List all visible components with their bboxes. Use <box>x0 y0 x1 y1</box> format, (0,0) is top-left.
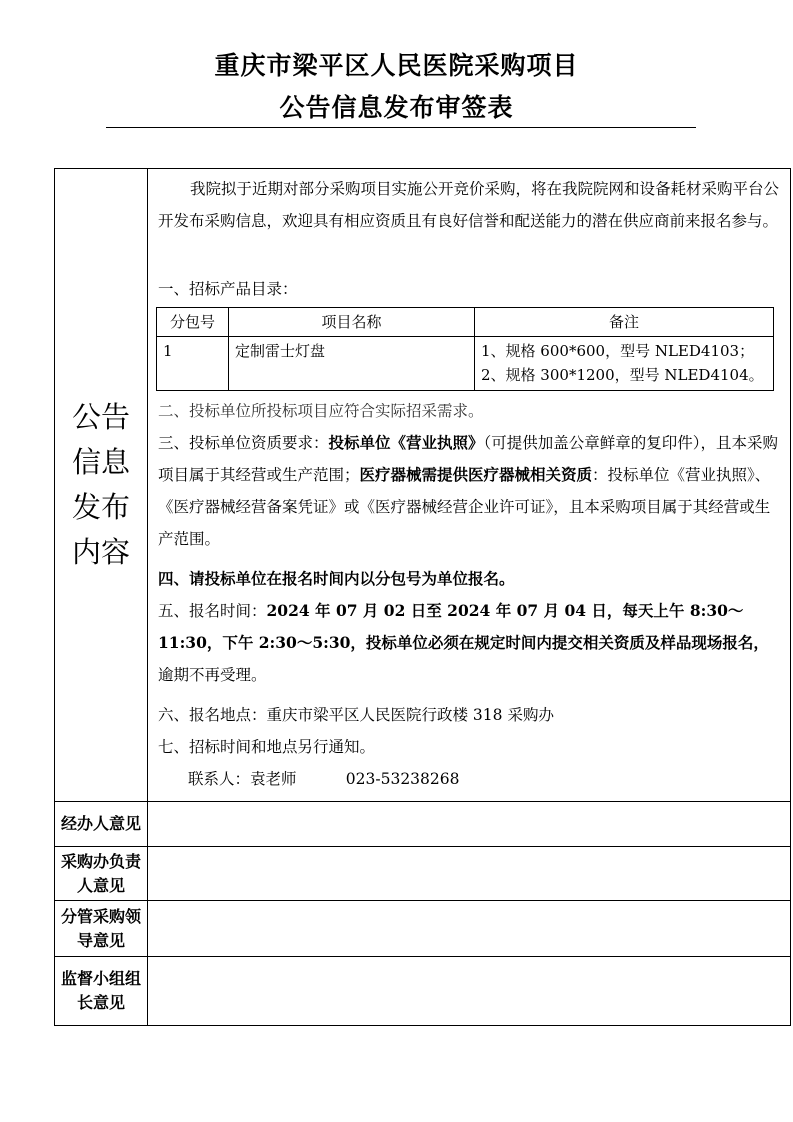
opinion-label-handler: 经办人意见 <box>55 802 148 847</box>
opinion-field-handler[interactable] <box>148 802 791 847</box>
intro-paragraph: 我院拟于近期对部分采购项目实施公开竞价采购，将在我院院网和设备耗材采购平台公开发布采购信息，欢迎具有相应资质且有良好信誉和配送能力的潜在供应商前来报名参与。 <box>158 180 780 230</box>
content-label-line: 发布 <box>71 490 130 524</box>
section7-text: 七、招标时间和地点另行通知。 <box>158 738 376 756</box>
content-label-line: 公告 <box>71 400 130 434</box>
section5-text <box>158 595 782 691</box>
section2-text: 二、投标单位所投标项目应符合实际招采需求。 <box>158 402 484 420</box>
approval-form-table <box>54 168 791 1026</box>
content-label-line: 内容 <box>71 535 130 569</box>
section5-bold-time: 2024 年 07 月 02 日至 2024 年 07 月 04 日，每天上午 8:30～11:30，下午 2:30～5:30，投标单位必须在规定时间内提交相关资质及样品现场报名， <box>158 601 769 652</box>
product-name-cell: 定制雷士灯盘 <box>229 337 475 391</box>
opinion-field-procurement-head[interactable] <box>148 847 791 901</box>
announcement-content-cell <box>148 169 791 802</box>
opinion-field-leader[interactable] <box>148 901 791 957</box>
product-table-header: 备注 <box>475 308 774 337</box>
product-table-header: 项目名称 <box>229 308 475 337</box>
note-line: 2、规格 300*1200，型号 NLED4104。 <box>481 366 764 384</box>
page-subtitle: 公告信息发布审签表 <box>279 93 514 122</box>
section5-rest: 逾期不再受理。 <box>158 666 267 684</box>
section5-prefix: 五、报名时间： <box>158 602 267 620</box>
section1-heading: 一、招标产品目录： <box>158 280 298 298</box>
opinion-label-leader: 分管采购领导意见 <box>55 901 148 957</box>
note-line: 1、规格 600*600，型号 NLED4103； <box>481 342 755 360</box>
product-table-header: 分包号 <box>157 308 229 337</box>
section3-middle: （可提供加盖公章鲜章的复印件），且本采购项目属于其经营或生产范围； <box>158 434 779 484</box>
package-number-cell: 1 <box>157 337 229 391</box>
content-label-line: 信息 <box>71 445 130 479</box>
page-title: 重庆市梁平区人民医院采购项目 <box>214 51 579 80</box>
opinion-label-procurement-head: 采购办负责人意见 <box>55 847 148 901</box>
contact-line: 联系人：袁老师 023-53238268 <box>188 770 460 788</box>
opinion-field-supervisor[interactable] <box>148 957 791 1026</box>
section3-rest: ：投标单位《营业执照》、《医疗器械经营备案凭证》或《医疗器械经营企业许可证》，且本采购项目属于其经营或生产范围。 <box>158 466 771 548</box>
opinion-label-supervisor: 监督小组组长意见 <box>55 957 148 1026</box>
section3-bold-medical: 医疗器械需提供医疗器械相关资质 <box>359 465 593 484</box>
product-note-cell <box>475 337 774 391</box>
content-label-cell <box>55 169 148 802</box>
section4-text: 四、请投标单位在报名时间内以分包号为单位报名。 <box>158 569 515 588</box>
section3-text <box>158 427 782 555</box>
section3-bold-license: 投标单位《营业执照》 <box>328 433 484 452</box>
section3-prefix: 三、投标单位资质要求： <box>158 434 329 452</box>
product-table <box>156 307 774 391</box>
table-row <box>157 337 774 391</box>
section6-text: 六、报名地点：重庆市梁平区人民医院行政楼 318 采购办 <box>158 706 554 724</box>
title-underline <box>106 127 696 128</box>
